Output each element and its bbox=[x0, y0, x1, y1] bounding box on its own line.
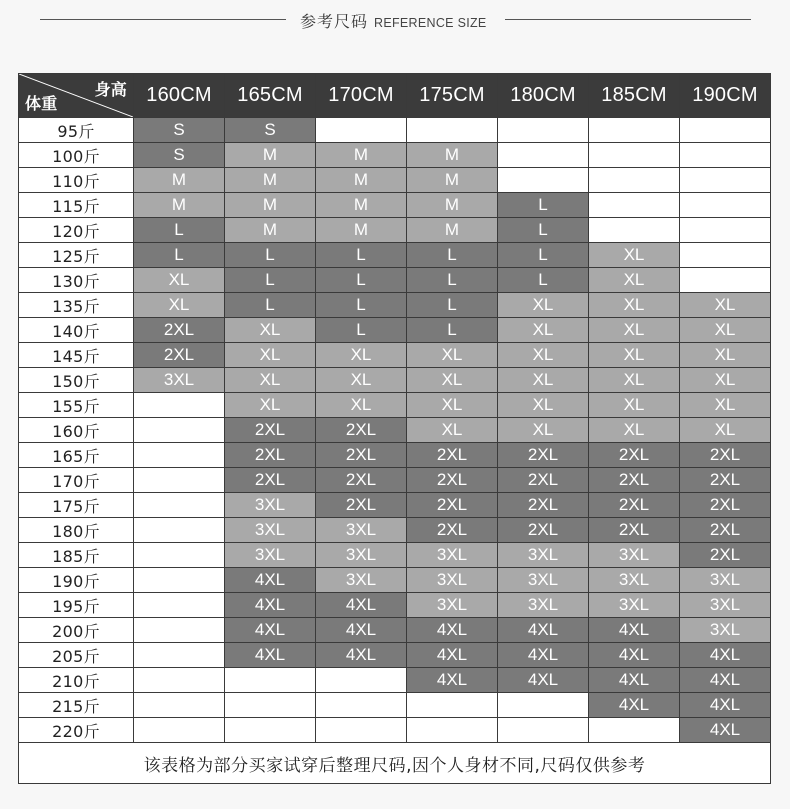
size-cell: 4XL bbox=[225, 618, 316, 643]
size-cell: 4XL bbox=[589, 668, 680, 693]
height-header-165cm: 165CM bbox=[225, 74, 316, 118]
table-row bbox=[19, 518, 771, 543]
size-cell: 2XL bbox=[134, 343, 225, 368]
size-cell: XL bbox=[316, 368, 407, 393]
size-cell: M bbox=[225, 193, 316, 218]
empty-cell bbox=[225, 668, 316, 693]
empty-cell bbox=[134, 618, 225, 643]
table-row bbox=[19, 143, 771, 168]
size-cell: M bbox=[316, 193, 407, 218]
size-cell: L bbox=[498, 193, 589, 218]
size-cell: XL bbox=[680, 293, 771, 318]
size-cell: 3XL bbox=[316, 518, 407, 543]
weight-label: 165斤 bbox=[19, 443, 134, 468]
size-cell: 3XL bbox=[498, 593, 589, 618]
size-cell: L bbox=[316, 318, 407, 343]
size-cell: L bbox=[407, 318, 498, 343]
size-cell: 3XL bbox=[407, 568, 498, 593]
size-cell: XL bbox=[589, 293, 680, 318]
size-cell: L bbox=[316, 268, 407, 293]
size-cell: 4XL bbox=[316, 618, 407, 643]
size-cell: XL bbox=[498, 393, 589, 418]
size-cell: 4XL bbox=[680, 718, 771, 743]
empty-cell bbox=[134, 568, 225, 593]
size-cell: XL bbox=[680, 418, 771, 443]
size-table-wrapper bbox=[18, 73, 770, 784]
empty-cell bbox=[680, 168, 771, 193]
table-row bbox=[19, 718, 771, 743]
size-cell: 3XL bbox=[407, 593, 498, 618]
height-header-190cm: 190CM bbox=[680, 74, 771, 118]
size-cell: M bbox=[407, 168, 498, 193]
size-cell: 3XL bbox=[589, 543, 680, 568]
empty-cell bbox=[134, 643, 225, 668]
weight-label: 100斤 bbox=[19, 143, 134, 168]
table-row bbox=[19, 443, 771, 468]
size-cell: 3XL bbox=[225, 518, 316, 543]
weight-label: 200斤 bbox=[19, 618, 134, 643]
size-cell: XL bbox=[498, 318, 589, 343]
size-cell: 4XL bbox=[316, 593, 407, 618]
weight-label: 125斤 bbox=[19, 243, 134, 268]
size-cell: 3XL bbox=[589, 593, 680, 618]
size-cell: L bbox=[134, 218, 225, 243]
table-row bbox=[19, 543, 771, 568]
size-cell: XL bbox=[498, 293, 589, 318]
size-cell: 3XL bbox=[316, 568, 407, 593]
size-cell: L bbox=[225, 293, 316, 318]
size-cell: 2XL bbox=[680, 543, 771, 568]
size-cell: M bbox=[134, 168, 225, 193]
weight-label: 145斤 bbox=[19, 343, 134, 368]
weight-label: 120斤 bbox=[19, 218, 134, 243]
size-cell: XL bbox=[225, 318, 316, 343]
size-cell: XL bbox=[134, 293, 225, 318]
header-divider-right bbox=[505, 19, 751, 20]
header-divider-left bbox=[40, 19, 286, 20]
size-cell: 2XL bbox=[407, 493, 498, 518]
size-cell: XL bbox=[589, 243, 680, 268]
table-row bbox=[19, 168, 771, 193]
size-cell: L bbox=[225, 243, 316, 268]
size-cell: 3XL bbox=[225, 543, 316, 568]
size-cell: 4XL bbox=[498, 618, 589, 643]
empty-cell bbox=[134, 518, 225, 543]
height-header-185cm: 185CM bbox=[589, 74, 680, 118]
corner-label-weight: 体重 bbox=[25, 94, 58, 113]
size-cell: M bbox=[316, 218, 407, 243]
empty-cell bbox=[589, 143, 680, 168]
size-cell: 4XL bbox=[407, 643, 498, 668]
title-chinese: 参考尺码 bbox=[300, 12, 369, 31]
size-cell: 4XL bbox=[225, 593, 316, 618]
size-cell: XL bbox=[680, 343, 771, 368]
size-cell: XL bbox=[589, 268, 680, 293]
size-cell: 2XL bbox=[225, 443, 316, 468]
size-cell: 2XL bbox=[225, 418, 316, 443]
empty-cell bbox=[316, 693, 407, 718]
size-cell: 2XL bbox=[316, 418, 407, 443]
weight-label: 150斤 bbox=[19, 368, 134, 393]
weight-label: 115斤 bbox=[19, 193, 134, 218]
size-cell: M bbox=[316, 143, 407, 168]
empty-cell bbox=[498, 718, 589, 743]
size-cell: 3XL bbox=[680, 593, 771, 618]
size-cell: XL bbox=[498, 418, 589, 443]
size-cell: S bbox=[134, 143, 225, 168]
size-cell: 2XL bbox=[589, 443, 680, 468]
size-cell: 4XL bbox=[407, 618, 498, 643]
height-header-160cm: 160CM bbox=[134, 74, 225, 118]
corner-label-height: 身高 bbox=[94, 80, 127, 99]
table-row bbox=[19, 618, 771, 643]
size-cell: L bbox=[225, 268, 316, 293]
size-cell: XL bbox=[680, 368, 771, 393]
size-cell: 2XL bbox=[680, 518, 771, 543]
size-cell: 2XL bbox=[407, 518, 498, 543]
empty-cell bbox=[680, 243, 771, 268]
size-cell: 4XL bbox=[225, 643, 316, 668]
empty-cell bbox=[680, 193, 771, 218]
empty-cell bbox=[225, 693, 316, 718]
empty-cell bbox=[134, 468, 225, 493]
size-table-body bbox=[19, 118, 771, 743]
size-cell: 2XL bbox=[407, 468, 498, 493]
empty-cell bbox=[316, 668, 407, 693]
empty-cell bbox=[407, 693, 498, 718]
size-cell: XL bbox=[498, 343, 589, 368]
size-cell: L bbox=[134, 243, 225, 268]
size-cell: 4XL bbox=[589, 643, 680, 668]
size-cell: 2XL bbox=[316, 443, 407, 468]
height-header-row bbox=[19, 74, 771, 118]
table-row bbox=[19, 368, 771, 393]
size-cell: L bbox=[407, 293, 498, 318]
empty-cell bbox=[407, 718, 498, 743]
footnote-row bbox=[19, 743, 771, 784]
table-row bbox=[19, 293, 771, 318]
size-cell: 4XL bbox=[680, 668, 771, 693]
size-cell: 4XL bbox=[225, 568, 316, 593]
size-cell: 4XL bbox=[498, 643, 589, 668]
empty-cell bbox=[134, 593, 225, 618]
size-table bbox=[18, 73, 771, 784]
size-cell: L bbox=[407, 243, 498, 268]
size-cell: 2XL bbox=[589, 468, 680, 493]
weight-label: 185斤 bbox=[19, 543, 134, 568]
size-cell: S bbox=[134, 118, 225, 143]
size-cell: XL bbox=[680, 393, 771, 418]
size-cell: M bbox=[407, 218, 498, 243]
size-cell: M bbox=[225, 218, 316, 243]
size-cell: 2XL bbox=[589, 518, 680, 543]
size-cell: L bbox=[498, 268, 589, 293]
weight-label: 180斤 bbox=[19, 518, 134, 543]
size-cell: L bbox=[316, 243, 407, 268]
size-cell: 4XL bbox=[498, 668, 589, 693]
empty-cell bbox=[680, 118, 771, 143]
table-row bbox=[19, 318, 771, 343]
size-cell: 2XL bbox=[680, 493, 771, 518]
size-cell: 4XL bbox=[680, 693, 771, 718]
size-cell: XL bbox=[407, 393, 498, 418]
size-cell: XL bbox=[498, 368, 589, 393]
empty-cell bbox=[134, 493, 225, 518]
size-cell: XL bbox=[407, 343, 498, 368]
empty-cell bbox=[589, 718, 680, 743]
table-row bbox=[19, 568, 771, 593]
footnote: 该表格为部分买家试穿后整理尺码,因个人身材不同,尺码仅供参考 bbox=[19, 743, 771, 784]
empty-cell bbox=[134, 543, 225, 568]
size-cell: 3XL bbox=[680, 568, 771, 593]
size-cell: XL bbox=[407, 368, 498, 393]
empty-cell bbox=[498, 118, 589, 143]
size-cell: L bbox=[316, 293, 407, 318]
size-cell: 4XL bbox=[589, 693, 680, 718]
size-cell: XL bbox=[225, 368, 316, 393]
section-title bbox=[300, 9, 500, 32]
size-cell: XL bbox=[407, 418, 498, 443]
weight-label: 130斤 bbox=[19, 268, 134, 293]
empty-cell bbox=[498, 143, 589, 168]
table-row bbox=[19, 593, 771, 618]
size-cell: 2XL bbox=[680, 468, 771, 493]
size-cell: XL bbox=[589, 418, 680, 443]
corner-header-cell bbox=[19, 74, 134, 118]
size-cell: 3XL bbox=[134, 368, 225, 393]
empty-cell bbox=[589, 218, 680, 243]
table-row bbox=[19, 418, 771, 443]
weight-label: 110斤 bbox=[19, 168, 134, 193]
empty-cell bbox=[407, 118, 498, 143]
size-cell: 2XL bbox=[134, 318, 225, 343]
size-cell: XL bbox=[680, 318, 771, 343]
empty-cell bbox=[134, 443, 225, 468]
size-cell: XL bbox=[134, 268, 225, 293]
table-row bbox=[19, 118, 771, 143]
empty-cell bbox=[134, 393, 225, 418]
size-cell: 3XL bbox=[498, 543, 589, 568]
size-cell: XL bbox=[225, 393, 316, 418]
size-cell: XL bbox=[589, 368, 680, 393]
size-cell: 3XL bbox=[589, 568, 680, 593]
size-cell: 2XL bbox=[407, 443, 498, 468]
size-cell: 4XL bbox=[316, 643, 407, 668]
size-cell: 4XL bbox=[680, 643, 771, 668]
table-row bbox=[19, 193, 771, 218]
weight-label: 175斤 bbox=[19, 493, 134, 518]
section-header bbox=[0, 0, 790, 42]
weight-label: 160斤 bbox=[19, 418, 134, 443]
size-cell: M bbox=[225, 168, 316, 193]
table-row bbox=[19, 693, 771, 718]
size-cell: M bbox=[316, 168, 407, 193]
table-row bbox=[19, 393, 771, 418]
size-cell: S bbox=[225, 118, 316, 143]
weight-label: 205斤 bbox=[19, 643, 134, 668]
size-cell: M bbox=[407, 143, 498, 168]
size-cell: 3XL bbox=[225, 493, 316, 518]
weight-label: 140斤 bbox=[19, 318, 134, 343]
empty-cell bbox=[589, 193, 680, 218]
size-cell: 2XL bbox=[225, 468, 316, 493]
size-cell: 2XL bbox=[498, 518, 589, 543]
weight-label: 170斤 bbox=[19, 468, 134, 493]
weight-label: 210斤 bbox=[19, 668, 134, 693]
size-cell: 2XL bbox=[316, 468, 407, 493]
size-cell: XL bbox=[225, 343, 316, 368]
size-cell: 2XL bbox=[680, 443, 771, 468]
size-cell: 4XL bbox=[589, 618, 680, 643]
table-row bbox=[19, 643, 771, 668]
weight-label: 95斤 bbox=[19, 118, 134, 143]
table-row bbox=[19, 668, 771, 693]
empty-cell bbox=[589, 168, 680, 193]
size-cell: XL bbox=[316, 343, 407, 368]
empty-cell bbox=[680, 143, 771, 168]
table-row bbox=[19, 243, 771, 268]
weight-label: 215斤 bbox=[19, 693, 134, 718]
size-cell: XL bbox=[589, 393, 680, 418]
weight-label: 155斤 bbox=[19, 393, 134, 418]
size-cell: L bbox=[498, 243, 589, 268]
empty-cell bbox=[589, 118, 680, 143]
empty-cell bbox=[498, 693, 589, 718]
size-cell: 2XL bbox=[316, 493, 407, 518]
size-cell: XL bbox=[589, 318, 680, 343]
size-cell: XL bbox=[589, 343, 680, 368]
size-cell: M bbox=[407, 193, 498, 218]
size-cell: XL bbox=[316, 393, 407, 418]
empty-cell bbox=[680, 268, 771, 293]
size-cell: L bbox=[407, 268, 498, 293]
empty-cell bbox=[134, 418, 225, 443]
empty-cell bbox=[498, 168, 589, 193]
size-cell: 2XL bbox=[498, 493, 589, 518]
table-row bbox=[19, 468, 771, 493]
table-row bbox=[19, 343, 771, 368]
height-header-170cm: 170CM bbox=[316, 74, 407, 118]
table-row bbox=[19, 218, 771, 243]
size-cell: 3XL bbox=[680, 618, 771, 643]
size-cell: 3XL bbox=[498, 568, 589, 593]
size-cell: M bbox=[225, 143, 316, 168]
size-cell: 3XL bbox=[316, 543, 407, 568]
size-cell: 3XL bbox=[407, 543, 498, 568]
height-header-180cm: 180CM bbox=[498, 74, 589, 118]
empty-cell bbox=[134, 693, 225, 718]
weight-label: 190斤 bbox=[19, 568, 134, 593]
table-row bbox=[19, 268, 771, 293]
empty-cell bbox=[316, 118, 407, 143]
weight-label: 135斤 bbox=[19, 293, 134, 318]
title-english: REFERENCE SIZE bbox=[374, 16, 487, 30]
size-cell: 2XL bbox=[498, 468, 589, 493]
empty-cell bbox=[134, 718, 225, 743]
empty-cell bbox=[134, 668, 225, 693]
empty-cell bbox=[680, 218, 771, 243]
table-row bbox=[19, 493, 771, 518]
size-cell: M bbox=[134, 193, 225, 218]
size-cell: 4XL bbox=[407, 668, 498, 693]
size-cell: 2XL bbox=[498, 443, 589, 468]
height-header-175cm: 175CM bbox=[407, 74, 498, 118]
empty-cell bbox=[225, 718, 316, 743]
size-cell: L bbox=[498, 218, 589, 243]
weight-label: 195斤 bbox=[19, 593, 134, 618]
empty-cell bbox=[316, 718, 407, 743]
size-cell: 2XL bbox=[589, 493, 680, 518]
weight-label: 220斤 bbox=[19, 718, 134, 743]
